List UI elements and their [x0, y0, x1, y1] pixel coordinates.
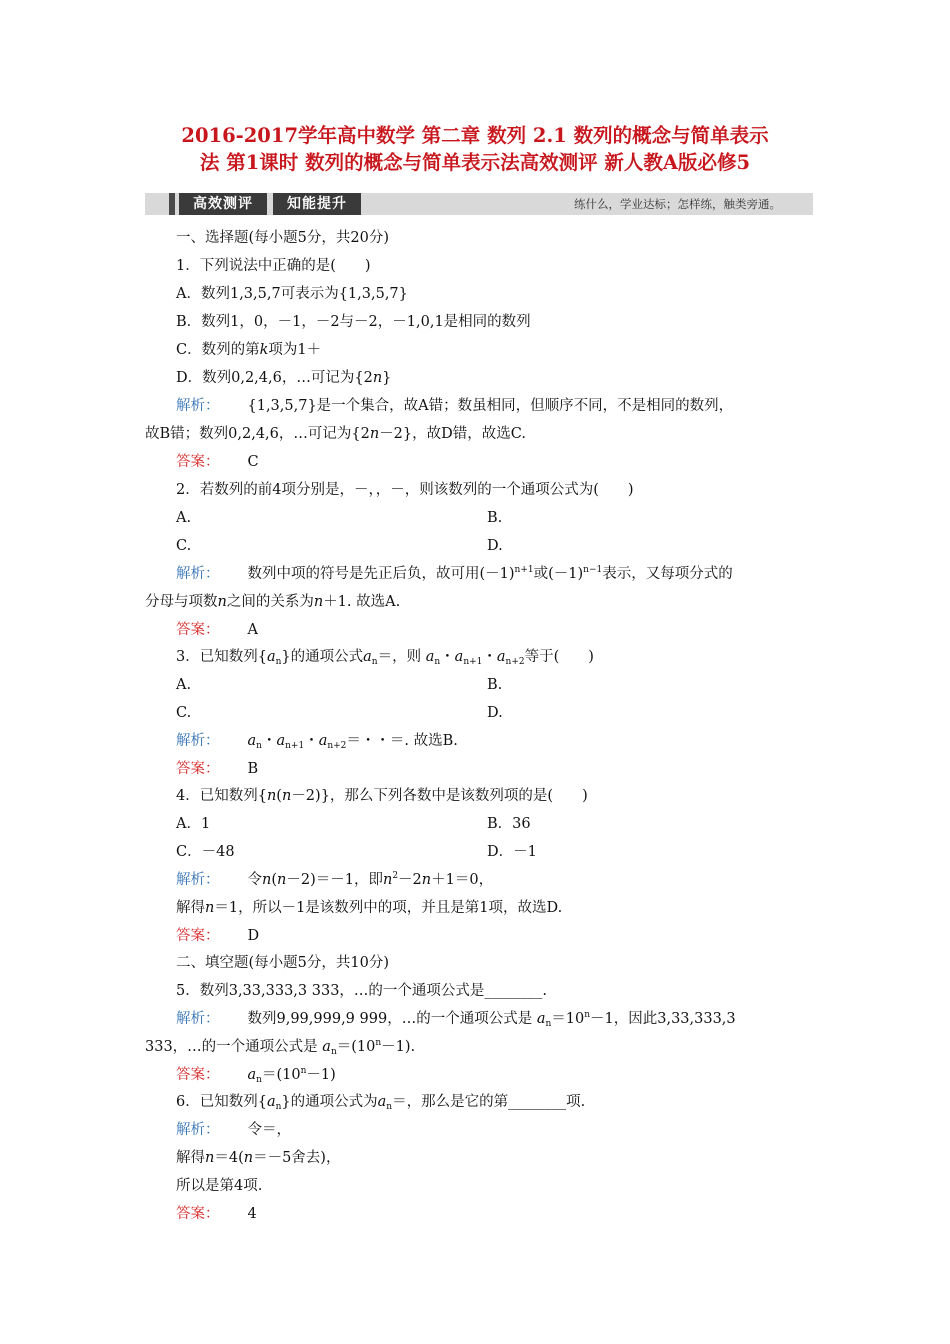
text: 项为1＋ [268, 342, 322, 358]
q1-analysis-line-2 [145, 424, 526, 444]
subscript: n [256, 741, 262, 751]
subscript: n [330, 1047, 337, 1057]
var: n [205, 900, 215, 916]
text: 333，…的一个通项公式是 [145, 1039, 318, 1055]
subscript: n [275, 1102, 282, 1112]
exponent: n+1 [514, 565, 534, 575]
text: {1,3,5,7}是一个集合，故A错；数虽相同，但顺序不同，不是相同的数列， [247, 398, 734, 414]
q4-option-a: A．1 [176, 816, 211, 832]
answer-value: D [247, 928, 260, 944]
text: D．数列0,2,4,6，…可记为{2 [176, 370, 373, 386]
text: 令 [247, 872, 262, 888]
text: }的通项公式为 [281, 1094, 378, 1110]
exponent: 2 [392, 871, 399, 881]
q6-stem [176, 1092, 585, 1112]
text: ＝・・＝. 故选B. [346, 733, 458, 749]
text: 或(－1) [533, 566, 584, 582]
text: ＝10 [551, 1011, 585, 1027]
text: 令＝， [247, 1122, 291, 1138]
var: a [322, 1039, 331, 1055]
document-title [120, 122, 830, 176]
subscript: n [256, 1075, 262, 1085]
q5-analysis-line-2 [145, 1037, 415, 1057]
q6-answer [176, 1204, 257, 1224]
text: 4．已知数列{ [176, 788, 267, 804]
q1-option-c [176, 340, 321, 360]
subscript: n [371, 657, 378, 667]
text: －2)＝－1，即 [286, 872, 383, 888]
analysis-label: 解析： [176, 1122, 220, 1138]
var: a [536, 1011, 546, 1027]
section-banner [145, 193, 813, 215]
analysis-label: 解析： [176, 1011, 220, 1027]
text: ＝－5舍去)， [253, 1150, 341, 1166]
q4-answer [176, 926, 259, 946]
analysis-label: 解析： [176, 398, 220, 414]
var: n [313, 594, 324, 610]
text: ( [276, 788, 282, 804]
q3-option-a: A. [176, 677, 192, 693]
analysis-label: 解析： [176, 566, 220, 582]
subscript: n+2 [327, 741, 347, 751]
q1-answer [176, 452, 259, 472]
q2-option-c: C. [176, 538, 192, 554]
text: ＝，则 [377, 649, 422, 665]
var: a [425, 649, 435, 665]
var: a [247, 733, 257, 749]
q2-answer [176, 620, 258, 640]
exponent: n [375, 1038, 382, 1048]
text: ＝1，所以－1是该数列中的项，并且是第1项，故选D. [214, 900, 563, 916]
var: a [363, 649, 372, 665]
text: ＋1. 故选A. [323, 594, 401, 610]
q3-stem: 3．已知数列$\{a_n\}$的通项公式$a_n=$，则 $a_n$・$a_{n+1}$・$a_{n+2}$等于( ) [176, 649, 594, 667]
subscript: n+1 [285, 741, 305, 751]
answer-value: 4 [247, 1206, 257, 1222]
q3-option-b: B. [487, 677, 503, 693]
text: 故B错；数列0,2,4,6，…可记为{2 [145, 426, 370, 442]
q1-option-b: B．数列1，0，－1，－2与－2，－1,0,1是相同的数列 [176, 314, 531, 330]
text: 等于( ) [524, 649, 594, 665]
text: ＝(10 [261, 1067, 301, 1083]
var: n [243, 1150, 254, 1166]
q6-analysis-line-3: 所以是第4项. [176, 1178, 263, 1194]
var: a [266, 649, 276, 665]
text: 3．已知数列{ [176, 649, 267, 665]
answer-label: 答案： [176, 761, 220, 777]
text: 6．已知数列{ [176, 1094, 267, 1110]
text: ＝(10 [336, 1039, 376, 1055]
text: }的通项公式 [281, 649, 364, 665]
q2-analysis-line-2 [145, 592, 400, 612]
subscript: n [545, 1019, 552, 1029]
answer-label: 答案： [176, 928, 220, 944]
banner-stub [169, 193, 175, 215]
q5-answer [176, 1065, 336, 1085]
var: n [382, 872, 393, 888]
subscript: n [386, 1102, 393, 1112]
q1-stem: 1．下列说法中正确的是( ) [176, 258, 371, 274]
var: n [369, 426, 380, 442]
var: n [217, 594, 227, 610]
text: －2 [398, 872, 422, 888]
var: a [496, 649, 506, 665]
text: －1) [306, 1067, 336, 1083]
q2-stem: 2．若数列的前4项分别是，－，，－，则该数列的一个通项公式为( ) [176, 482, 634, 498]
q4-option-b: B．36 [487, 816, 531, 832]
q4-analysis-line-1 [176, 870, 493, 890]
answer-label: 答案： [176, 1067, 220, 1083]
q4-analysis-line-2 [176, 898, 562, 918]
text: 解得 [176, 1150, 205, 1166]
subscript: n [434, 657, 441, 667]
banner-tip: 练什么，学业达标；怎样练，触类旁通。 [574, 197, 781, 211]
subscript: n+2 [505, 657, 525, 667]
q2-option-a: A. [176, 510, 192, 526]
text: ( [271, 872, 278, 888]
var: a [247, 1067, 257, 1083]
var: a [266, 1094, 276, 1110]
q4-option-d: D．－1 [487, 844, 537, 860]
var: a [276, 733, 286, 749]
exponent: n [584, 1010, 591, 1020]
title-line-1: 2016-2017学年高中数学 第二章 数列 2.1 数列的概念与简单表示 [181, 124, 769, 147]
var: a [377, 1094, 387, 1110]
answer-value: A [247, 622, 258, 638]
q1-option-a: A．数列1,3,5,7可表示为{1,3,5,7} [176, 286, 408, 302]
q5-analysis-line-1 [176, 1009, 736, 1029]
analysis-label: 解析： [176, 872, 220, 888]
var: n [266, 788, 277, 804]
section-heading-fill: 二、填空题(每小题5分，共10分) [176, 955, 389, 971]
text: 之间的关系为 [226, 594, 314, 610]
q3-answer [176, 759, 258, 779]
q1-option-d [176, 368, 391, 388]
text: 数列中项的符号是先正后负，故可用(－1) [247, 566, 515, 582]
exponent: n−1 [583, 565, 603, 575]
text: －1). [381, 1039, 416, 1055]
text: C．数列的第 [176, 342, 260, 358]
text: ＋1＝0， [431, 872, 494, 888]
banner-tag-assessment: 高效测评 [179, 193, 267, 215]
var: n [372, 370, 383, 386]
analysis-label: 解析： [176, 733, 220, 749]
text: ＝4( [214, 1150, 244, 1166]
text: } [382, 370, 392, 386]
subscript: n [275, 657, 282, 667]
title-line-2: 法 第1课时 数列的概念与简单表示法高效测评 新人教A版必修5 [199, 151, 751, 174]
q4-stem [176, 786, 588, 806]
var: n [421, 872, 432, 888]
q3-option-c: C. [176, 705, 192, 721]
q2-analysis-line-1 [176, 564, 733, 584]
q3-analysis: 解析： $a_n$・$a_{n+1}$・$a_{n+2}=$・・＝. 故选B. [176, 733, 458, 751]
banner-tag-improvement: 知能提升 [273, 193, 361, 215]
answer-value: B [247, 761, 259, 777]
subscript: n+1 [463, 657, 483, 667]
answer-value: C [247, 454, 259, 470]
section-heading-choice: 一、选择题(每小题5分，共20分) [176, 230, 389, 246]
var: n [281, 788, 292, 804]
text: 分母与项数 [145, 594, 218, 610]
text: 表示，又每项分式的 [602, 566, 733, 582]
q2-option-d: D. [487, 538, 503, 554]
answer-label: 答案： [176, 454, 220, 470]
q3-option-d: D. [487, 705, 503, 721]
var: n [262, 872, 272, 888]
answer-label: 答案： [176, 622, 220, 638]
q6-analysis-line-1 [176, 1120, 291, 1140]
q6-analysis-line-2 [176, 1148, 340, 1168]
answer-label: 答案： [176, 1206, 220, 1222]
var: n [205, 1150, 215, 1166]
q1-analysis-line-1 [176, 396, 733, 416]
text: －1，因此3,33,333,3 [590, 1011, 736, 1027]
q2-option-b: B. [487, 510, 503, 526]
text: ＝，那么是它的第________项. [392, 1094, 586, 1110]
var: a [318, 733, 328, 749]
var: a [454, 649, 464, 665]
text: －2}，故D错，故选C. [379, 426, 526, 442]
text: 数列9,99,999,9 999，…的一个通项公式是 [247, 1011, 533, 1027]
q5-stem: 5．数列3,33,333,3 333，…的一个通项公式是________. [176, 983, 548, 999]
text: －2)}，那么下列各数中是该数列项的是( ) [291, 788, 588, 804]
q4-option-c: C．－48 [176, 844, 235, 860]
var: n [277, 872, 287, 888]
text: 解得 [176, 900, 205, 916]
var: k [259, 342, 269, 358]
exponent: n [300, 1066, 307, 1076]
